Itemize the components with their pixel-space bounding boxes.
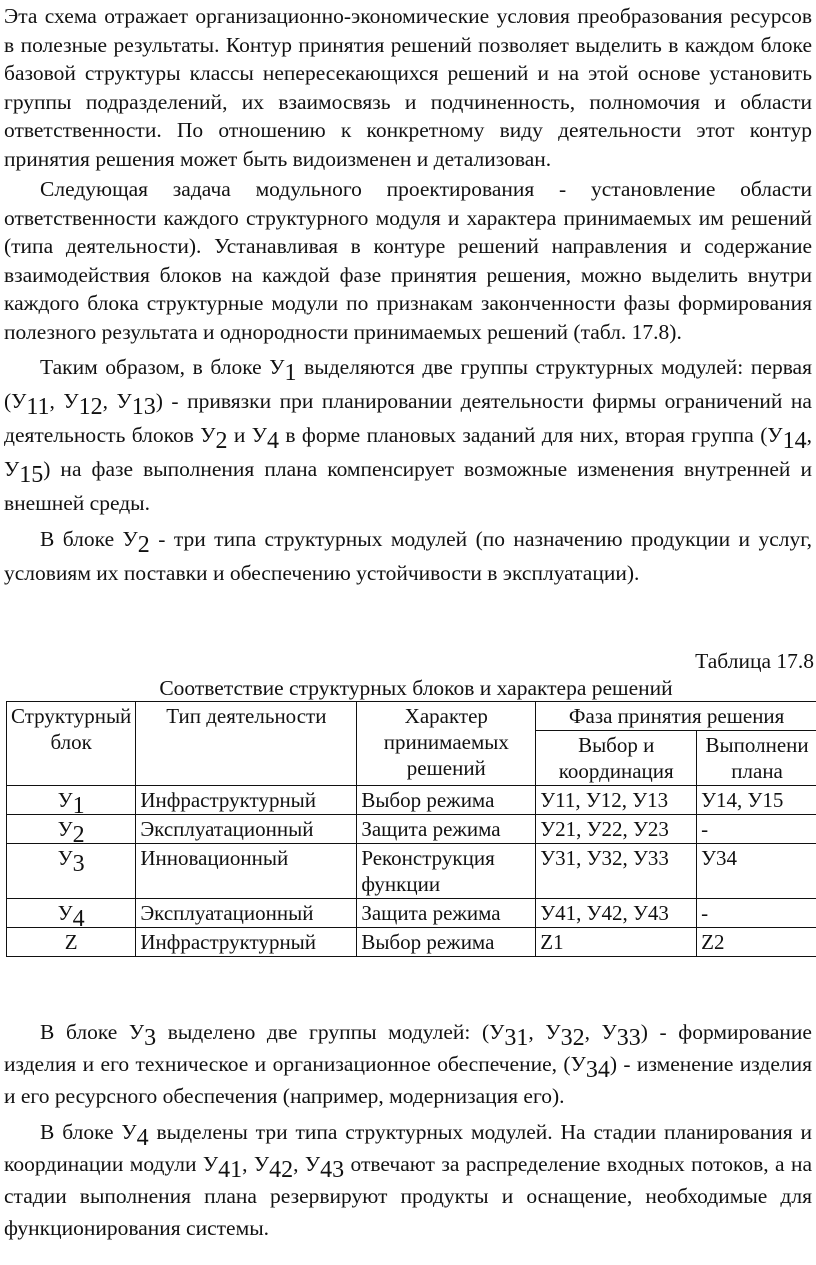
header-block: Структурный блок	[7, 702, 136, 786]
paragraph-6: В блоке $У_4$ выделены три типа структурных модулей. На стадии планирования и координации модули $У_{41}$, $У_{42}$, $У_{43}$ отвечают за распределение входных потоков, а на стадии выполнения плана резервируют продукты и оснащение, необходимые для функционирования системы.	[4, 1120, 813, 1240]
table-row	[7, 928, 816, 957]
cell-choice: У31, У32, У33	[536, 844, 697, 899]
cell-block: $У_2$	[7, 815, 136, 844]
table-title: Соответствие структурных блоков и характера решений	[159, 676, 673, 700]
text-block-top	[4, 2, 812, 590]
cell-activity: Инфраструктурный	[136, 928, 357, 957]
cell-activity: Эксплуатационный	[136, 899, 357, 928]
cell-activity: Инновационный	[136, 844, 357, 899]
cell-execution: -	[697, 815, 816, 844]
cell-block: $У_1$	[7, 786, 136, 815]
cell-execution: Z2	[697, 928, 816, 957]
cell-decision: Выбор режима	[357, 786, 536, 815]
table-header-row	[7, 702, 816, 731]
header-decisions: Характер принимаемых решений	[357, 702, 536, 786]
header-activity: Тип деятельности	[136, 702, 357, 786]
cell-activity: Эксплуатационный	[136, 815, 357, 844]
cell-choice: У41, У42, У43	[536, 899, 697, 928]
cell-decision: Защита режима	[357, 815, 536, 844]
table-body	[7, 786, 816, 957]
header-phase: Фаза принятия решения	[536, 702, 816, 731]
paragraph-5: В блоке $У_3$ выделено две группы модулей: ($У_{31}$, $У_{32}$, $У_{33}$) - формирование изделия и его техническое и организационное обеспечение, $(У_{34})$ - изменение изделия и его ресурсного обеспечения (например, модернизация его).	[4, 1020, 812, 1108]
cell-execution: У34	[697, 844, 816, 899]
cell-decision: Защита режима	[357, 899, 536, 928]
header-execution: Выполнени плана	[697, 731, 816, 786]
paragraph-4: В блоке $У_2$ - три типа структурных модулей (по назначению продукции и услуг, условиям их поставки и обеспечению устойчивости в эксплуатации).	[4, 527, 812, 585]
cell-decision: Выбор режима	[357, 928, 536, 957]
cell-choice: Z1	[536, 928, 697, 957]
table-row	[7, 899, 816, 928]
table-number: Таблица 17.8	[695, 649, 814, 673]
blocks-table	[6, 701, 816, 957]
text-block-bottom	[4, 1016, 812, 1244]
cell-block: $У_4$	[7, 899, 136, 928]
cell-decision: Реконструкция функции	[357, 844, 536, 899]
paragraph-3: Таким образом, в блоке $У_1$ выделяются две группы структурных модулей: первая ($У_{11}$, $У_{12}$, $У_{13}$) - привязки при планировании деятельности фирмы ограничений на деятельность блоков $У_2$ и $У_4$ в форме плановых заданий для них, вторая группа ($У_{14}$, $У_{15}$) на фазе выполнения плана компенсирует возможные изменения внутренней и внешней среды.	[4, 355, 812, 515]
paragraph-2: Следующая задача модульного проектирования - установление области ответственности каждого структурного модуля и характера принимаемых им решений (типа деятельности). Устанавливая в контуре решений направления и содержание взаимодействия блоков на каждой фазе принятия решения, можно выделить внутри каждого блока структурные модули по признакам законченности фазы формирования полезного результата и однородности принимаемых решений (табл. 17.8).	[4, 177, 812, 344]
table-row	[7, 844, 816, 899]
paragraph-1: Эта схема отражает организационно-экономические условия преобразования ресурсов в полезные результаты. Контур принятия решений позволяет выделить в каждом блоке базовой структуры классы непересекающихся решений и на этой основе установить группы подразделений, их взаимосвязь и подчиненность, полномочия и области ответственности. По отношению к конкретному виду деятельности этот контур принятия решения может быть видоизменен и детализован.	[4, 4, 812, 171]
cell-choice: У11, У12, У13	[536, 786, 697, 815]
cell-choice: У21, У22, У23	[536, 815, 697, 844]
cell-block: $У_3$	[7, 844, 136, 899]
cell-activity: Инфраструктурный	[136, 786, 357, 815]
cell-execution: -	[697, 899, 816, 928]
cell-block: Z	[7, 928, 136, 957]
header-choice: Выбор и координация	[536, 731, 697, 786]
table-row	[7, 815, 816, 844]
cell-execution: У14, У15	[697, 786, 816, 815]
table-row	[7, 786, 816, 815]
